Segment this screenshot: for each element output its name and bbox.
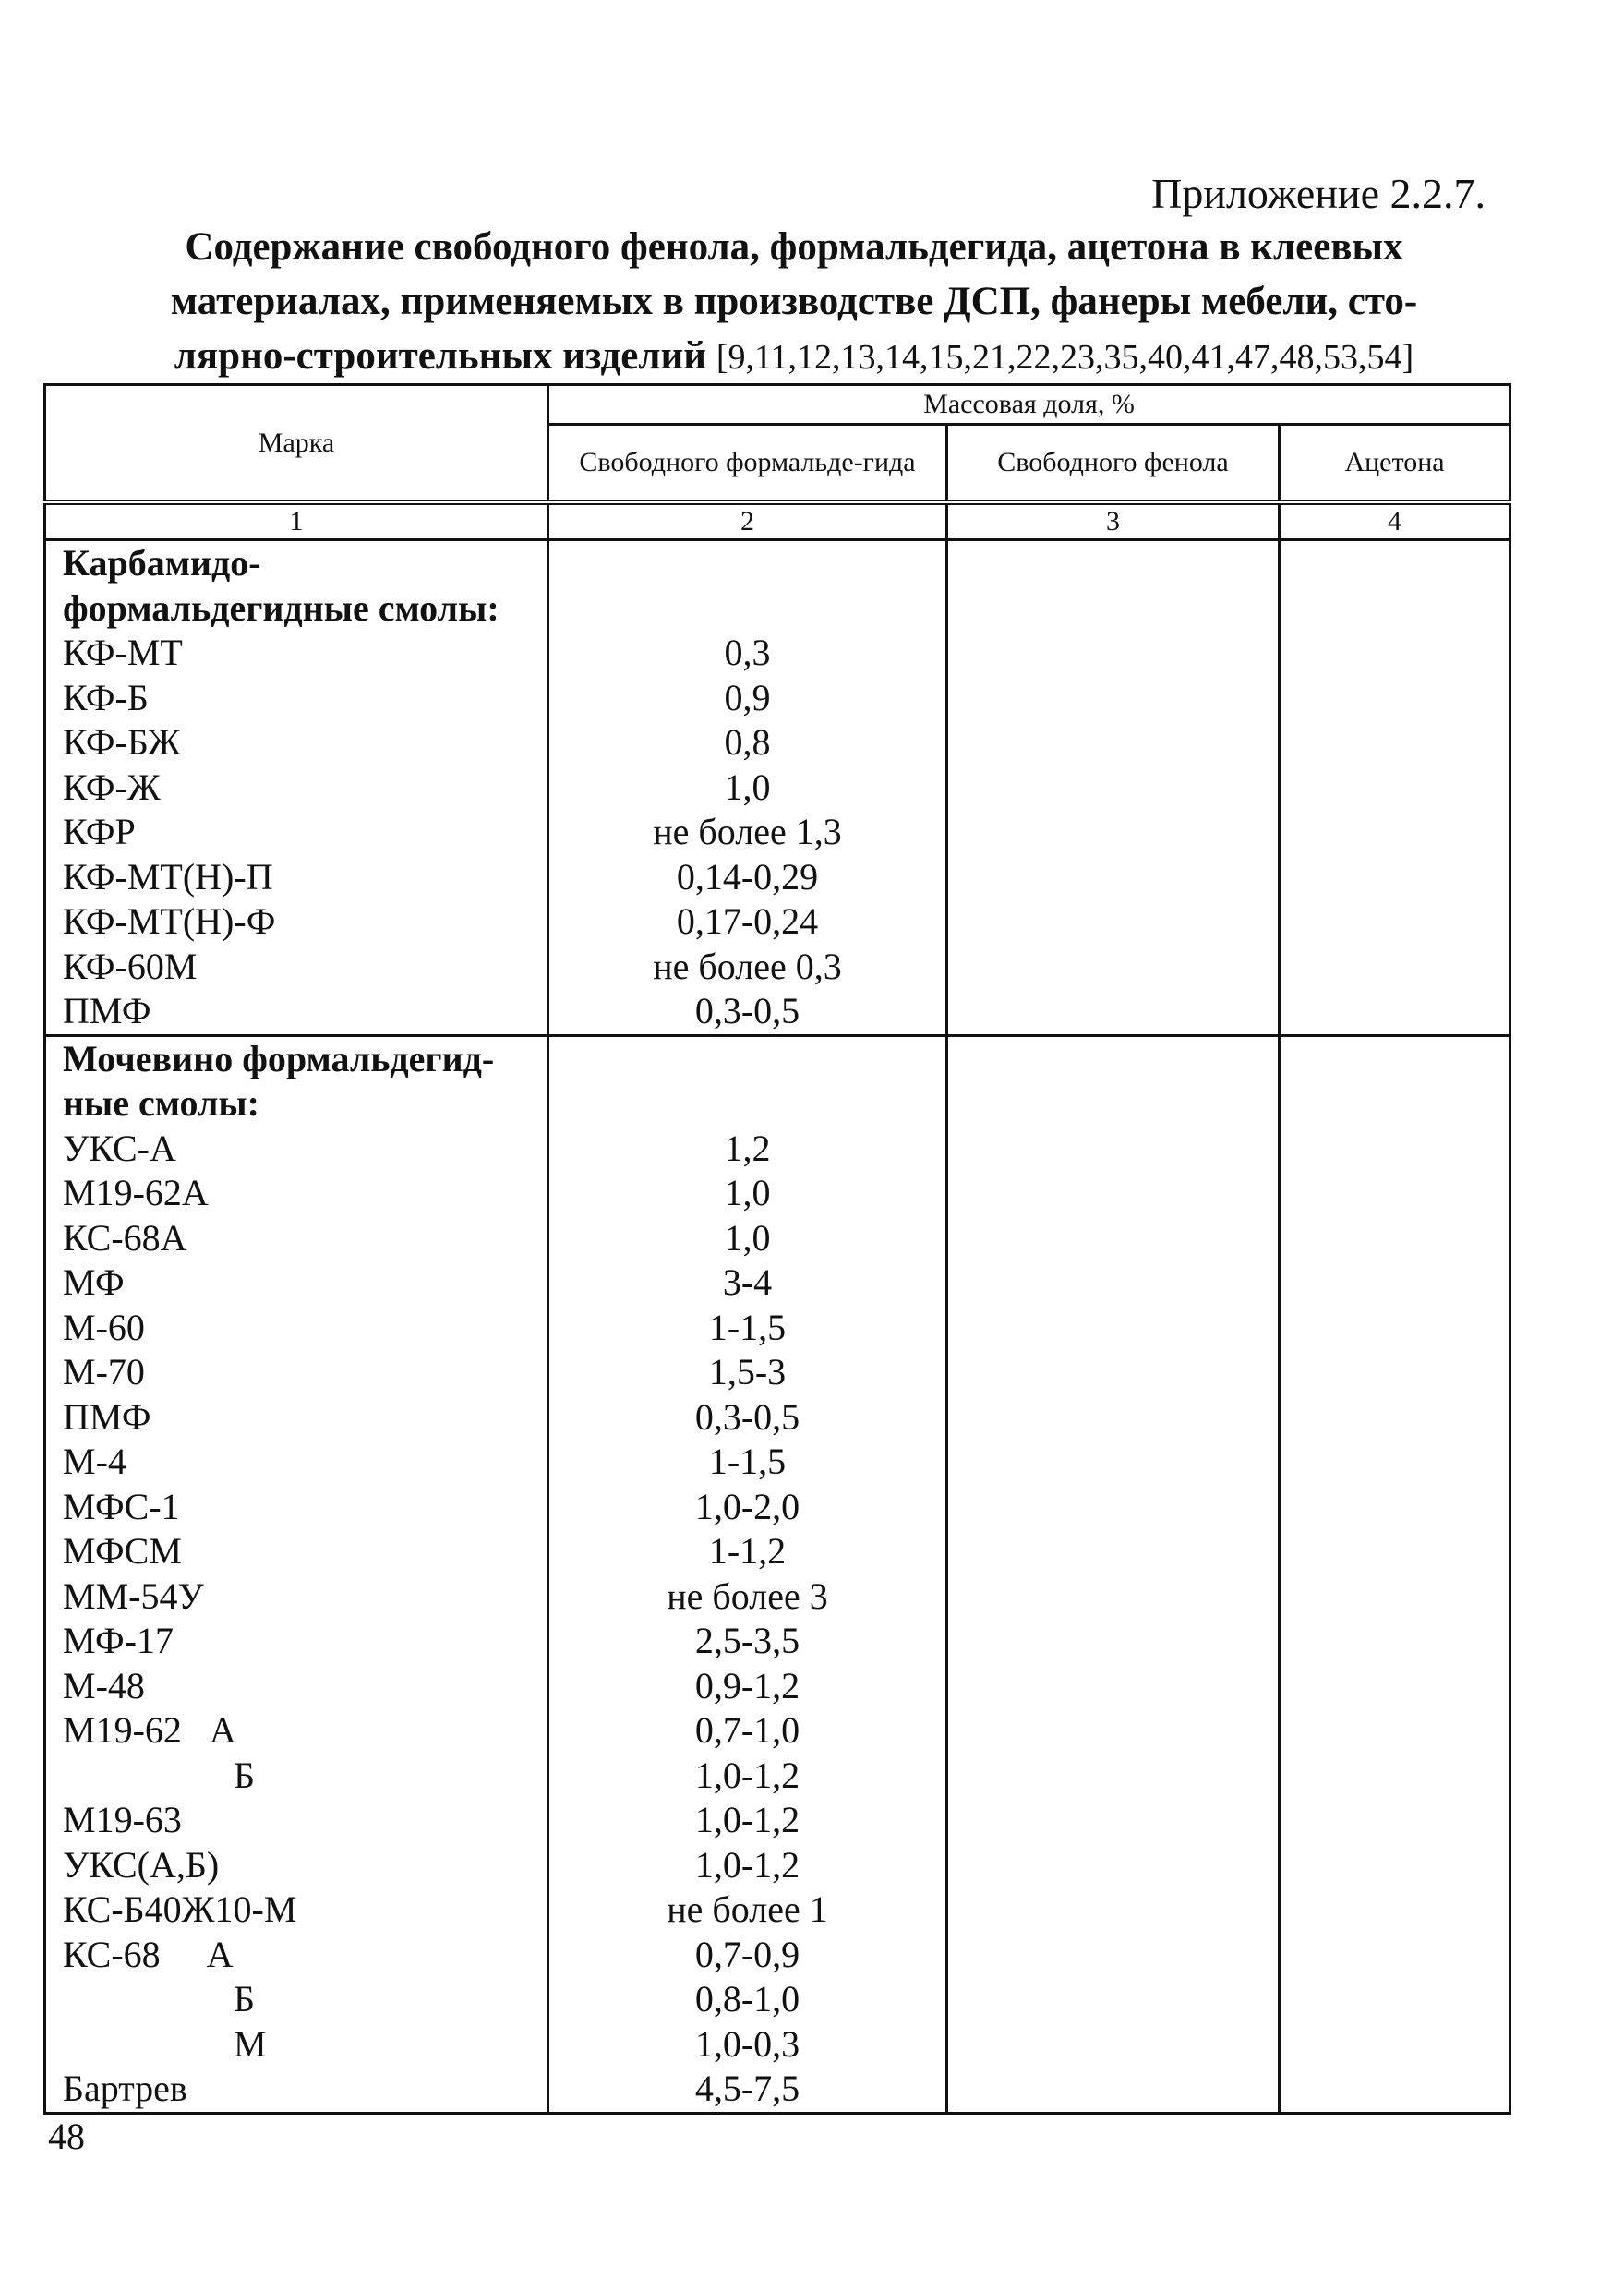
resin-mark: КФ-МТ(Н)-П (63, 855, 273, 898)
formaldehyde-value: 1,0 (724, 1172, 771, 1213)
resin-mark: КС-68А (63, 1216, 187, 1259)
column-number-2: 2 (548, 502, 947, 540)
formaldehyde-value: 0,14-0,29 (676, 855, 819, 898)
formaldehyde-value: 3-4 (722, 1261, 773, 1303)
formaldehyde-value: 0,8 (724, 721, 771, 763)
header-formaldehyde: Свободного формальде-гида (548, 425, 947, 503)
resin-mark: УКС(А,Б) (63, 1843, 220, 1886)
appendix-label: Приложение 2.2.7. (1151, 170, 1486, 217)
section-heading: ные смолы: (63, 1082, 259, 1124)
resin-mark: КФ-МТ (63, 632, 183, 673)
formaldehyde-value: 0,7-0,9 (694, 1933, 800, 1975)
formaldehyde-value: 1-1,5 (708, 1306, 787, 1348)
title-line-3: лярно-строительных изделий (174, 334, 707, 378)
document-title (74, 220, 1514, 385)
formaldehyde-value: 1,2 (724, 1127, 771, 1169)
resin-mark: МФ (63, 1261, 125, 1303)
header-mark: Марка (45, 385, 548, 503)
resin-mark: КФ-МТ(Н)-Ф (63, 900, 276, 942)
resin-mark: М-60 (63, 1306, 145, 1348)
resin-mark: М19-63 (63, 1799, 182, 1840)
formaldehyde-value: 1,0-1,2 (694, 1799, 800, 1840)
formaldehyde-value: не более 0,3 (653, 945, 842, 987)
resin-mark: КФ-Ж (63, 766, 161, 808)
resin-mark: КФР (63, 811, 136, 852)
resin-mark: МФСМ (63, 1530, 182, 1572)
resin-mark: М-48 (63, 1664, 145, 1706)
resin-mark: КС-68 А (63, 1933, 234, 1975)
section-heading: формальдегидные смолы: (63, 586, 499, 629)
resin-mark: МФ-17 (63, 1620, 174, 1661)
section-2-marks (45, 1035, 548, 2113)
resin-mark: КФ-Б (63, 676, 149, 718)
formaldehyde-value: не более 3 (667, 1574, 828, 1617)
section-1-phenol (947, 540, 1280, 1036)
resin-mark: МФС-1 (63, 1485, 180, 1527)
formaldehyde-value: 4,5-7,5 (694, 2068, 800, 2109)
resin-mark: ММ-54У (63, 1574, 204, 1617)
resin-mark: КС-Б40Ж10-М (63, 1888, 297, 1930)
resin-table (43, 383, 1511, 2115)
formaldehyde-value: не более 1 (667, 1888, 828, 1930)
title-references: [9,11,12,13,14,15,21,22,23,35,40,41,47,48,53,54] (716, 338, 1414, 377)
header-mass-fraction: Массовая доля, % (548, 385, 1510, 425)
section-2-formaldehyde (548, 1035, 947, 2113)
formaldehyde-value: 0,3-0,5 (694, 990, 800, 1031)
resin-mark: М-4 (63, 1441, 126, 1482)
resin-mark: ПМФ (63, 990, 151, 1031)
formaldehyde-value: 1,0-0,3 (694, 2022, 800, 2065)
column-number-1: 1 (45, 502, 548, 540)
resin-mark: М (234, 2022, 267, 2065)
section-2-acetone (1280, 1035, 1510, 2113)
formaldehyde-value: 1-1,5 (708, 1441, 787, 1482)
formaldehyde-value: не более 1,3 (653, 811, 842, 852)
formaldehyde-value: 1,0 (724, 1216, 771, 1259)
formaldehyde-value: 1,0-2,0 (694, 1485, 800, 1527)
formaldehyde-value: 0,3 (724, 632, 771, 673)
section-1-acetone (1280, 540, 1510, 1036)
section-heading: Мочевино формальдегид- (63, 1037, 495, 1079)
formaldehyde-value: 0,8-1,0 (694, 1978, 800, 2020)
resin-mark: М-70 (63, 1351, 145, 1393)
page-number: 48 (48, 2116, 85, 2157)
formaldehyde-value: 1,0-1,2 (694, 1754, 800, 1796)
resin-mark: КФ-60М (63, 945, 198, 987)
resin-mark: Б (234, 1978, 255, 2020)
title-line-2: материалах, применяемых в производстве ДСП, фанеры мебели, сто- (170, 280, 1418, 323)
resin-mark: ПМФ (63, 1395, 151, 1438)
column-number-3: 3 (947, 502, 1280, 540)
formaldehyde-value: 1,0-1,2 (694, 1843, 800, 1886)
resin-mark: Б (234, 1754, 255, 1796)
formaldehyde-value: 0,7-1,0 (694, 1709, 800, 1751)
formaldehyde-value: 0,9-1,2 (694, 1664, 800, 1706)
section-1-formaldehyde (548, 540, 947, 1036)
resin-mark: КФ-БЖ (63, 721, 181, 763)
formaldehyde-value: 1,0 (724, 766, 771, 808)
resin-mark: УКС-А (63, 1127, 176, 1169)
formaldehyde-value: 0,17-0,24 (676, 900, 819, 942)
formaldehyde-value: 0,3-0,5 (694, 1395, 800, 1438)
header-phenol: Свободного фенола (947, 425, 1280, 503)
resin-mark: М19-62А (63, 1172, 209, 1213)
formaldehyde-value: 2,5-3,5 (694, 1620, 800, 1661)
formaldehyde-value: 1,5-3 (708, 1351, 787, 1393)
section-1-marks (45, 540, 548, 1036)
column-number-4: 4 (1280, 502, 1510, 540)
section-2-phenol (947, 1035, 1280, 2113)
resin-mark: М19-62 А (63, 1709, 236, 1751)
resin-mark: Бартрев (63, 2068, 187, 2109)
formaldehyde-value: 0,9 (724, 676, 771, 718)
title-line-1: Содержание свободного фенола, формальдегида, ацетона в клеевых (185, 225, 1403, 269)
header-acetone: Ацетона (1280, 425, 1510, 503)
section-heading: Карбамидо- (63, 542, 261, 584)
formaldehyde-value: 1-1,2 (708, 1530, 787, 1572)
